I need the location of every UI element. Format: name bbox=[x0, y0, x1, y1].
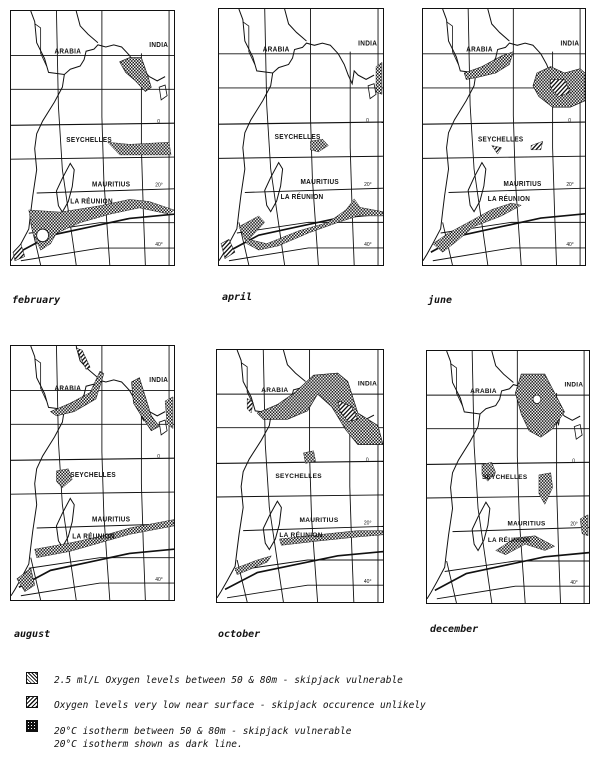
svg-text:ARABIA: ARABIA bbox=[262, 46, 290, 54]
map-august bbox=[10, 345, 175, 601]
month-label-october: october bbox=[218, 629, 261, 640]
diagonal-hatch-pattern-icon bbox=[26, 696, 38, 708]
map-february bbox=[10, 10, 175, 266]
legend-item-isotherm bbox=[26, 720, 351, 751]
svg-text:MAURITIUS: MAURITIUS bbox=[503, 180, 542, 189]
map-december bbox=[426, 350, 590, 604]
map-october bbox=[216, 349, 384, 603]
label-reunion: LA RÉUNION bbox=[70, 198, 113, 206]
svg-text:40°: 40° bbox=[570, 579, 578, 587]
legend-note: 20°C isotherm shown as dark line. bbox=[54, 739, 243, 750]
map-june bbox=[422, 8, 586, 266]
svg-text:40°: 40° bbox=[566, 241, 574, 248]
svg-text:20°: 20° bbox=[155, 182, 163, 189]
map-panel-august bbox=[10, 345, 180, 640]
legend-isotherm-text: 20°C isotherm between 50 & 80m - skipjack vulnerable bbox=[54, 726, 352, 737]
svg-text:SEYCHELLES: SEYCHELLES bbox=[70, 472, 116, 480]
svg-text:40°: 40° bbox=[363, 579, 372, 586]
label-arabia: ARABIA bbox=[54, 48, 82, 56]
svg-text:ARABIA: ARABIA bbox=[466, 46, 493, 54]
fine-dot-pattern-icon bbox=[26, 672, 38, 684]
map-panel-february bbox=[10, 10, 180, 306]
svg-text:MAURITIUS: MAURITIUS bbox=[507, 520, 546, 528]
svg-text:ARABIA: ARABIA bbox=[54, 385, 82, 393]
svg-text:LA RÉUNION: LA RÉUNION bbox=[72, 533, 115, 541]
month-label-june: june bbox=[428, 295, 453, 306]
svg-text:INDIA: INDIA bbox=[560, 40, 580, 48]
label-seychelles: SEYCHELLES bbox=[66, 137, 113, 145]
svg-text:INDIA: INDIA bbox=[358, 40, 378, 48]
month-label-december: december bbox=[430, 624, 479, 635]
map-panel-october bbox=[216, 349, 386, 639]
svg-text:SEYCHELLES: SEYCHELLES bbox=[477, 136, 524, 144]
svg-text:20°: 20° bbox=[566, 181, 574, 189]
svg-text:LA RÉUNION: LA RÉUNION bbox=[279, 531, 323, 539]
legend-item-oxygen-vulnerable: 2.5 ml/L Oxygen levels between 50 & 80m - skipjack vulnerable bbox=[26, 672, 403, 687]
svg-text:40°: 40° bbox=[155, 576, 163, 584]
svg-text:0: 0 bbox=[572, 458, 576, 465]
svg-text:INDIA: INDIA bbox=[564, 381, 584, 389]
map-panel-april bbox=[218, 8, 388, 303]
svg-text:40°: 40° bbox=[155, 241, 163, 249]
svg-text:0: 0 bbox=[365, 457, 369, 464]
svg-text:0: 0 bbox=[366, 117, 369, 125]
svg-text:0: 0 bbox=[157, 119, 160, 126]
svg-text:INDIA: INDIA bbox=[357, 380, 378, 388]
legend-item-oxygen-low: Oxygen levels very low near surface - skipjack occurence unlikely bbox=[26, 696, 426, 712]
svg-text:MAURITIUS: MAURITIUS bbox=[300, 178, 340, 187]
month-label-april: april bbox=[222, 292, 253, 303]
map-panel-june bbox=[422, 8, 592, 306]
svg-text:LA RÉUNION: LA RÉUNION bbox=[487, 536, 531, 545]
svg-text:0: 0 bbox=[157, 454, 160, 461]
svg-text:INDIA: INDIA bbox=[149, 376, 169, 385]
month-label-august: august bbox=[14, 629, 51, 640]
svg-text:ARABIA: ARABIA bbox=[261, 386, 289, 395]
map-april bbox=[218, 8, 384, 266]
svg-text:SEYCHELLES: SEYCHELLES bbox=[481, 473, 528, 482]
svg-text:LA RÉUNION: LA RÉUNION bbox=[280, 193, 324, 201]
svg-text:MAURITIUS: MAURITIUS bbox=[299, 517, 339, 525]
svg-text:20°: 20° bbox=[570, 521, 578, 528]
svg-text:MAURITIUS: MAURITIUS bbox=[92, 516, 131, 524]
label-mauritius: MAURITIUS bbox=[92, 181, 131, 189]
checker-pattern-icon bbox=[26, 720, 38, 732]
svg-text:20°: 20° bbox=[364, 181, 372, 189]
svg-text:SEYCHELLES: SEYCHELLES bbox=[275, 472, 322, 481]
svg-text:20°: 20° bbox=[363, 520, 372, 527]
svg-text:SEYCHELLES: SEYCHELLES bbox=[274, 133, 321, 142]
svg-text:0: 0 bbox=[568, 117, 572, 125]
label-india: INDIA bbox=[149, 41, 169, 50]
svg-text:ARABIA: ARABIA bbox=[470, 387, 497, 396]
svg-text:LA RÉUNION: LA RÉUNION bbox=[487, 195, 531, 204]
map-panel-december bbox=[426, 350, 596, 640]
month-label-february: february bbox=[12, 295, 61, 306]
svg-text:40°: 40° bbox=[364, 241, 372, 248]
